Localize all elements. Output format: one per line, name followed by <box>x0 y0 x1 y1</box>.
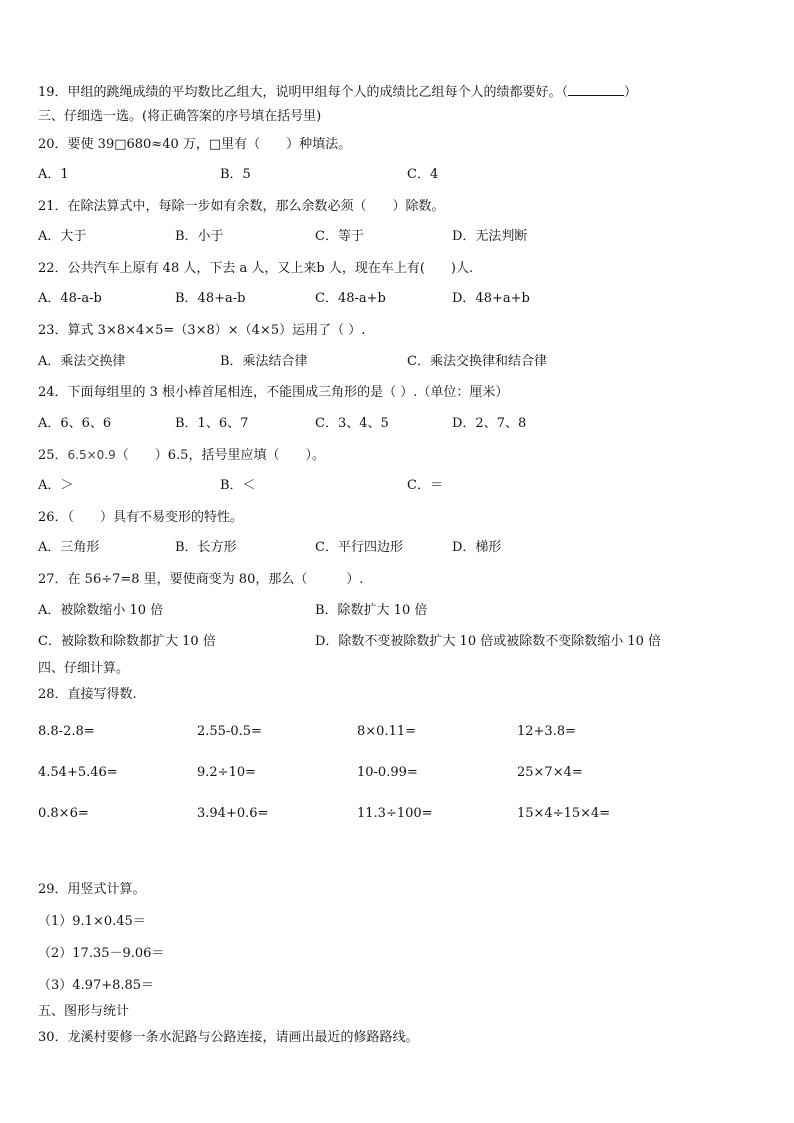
option-b[interactable]: B．1、6、7 <box>175 416 249 431</box>
question-25 <box>38 447 325 464</box>
question-19-text: 19．甲组的跳绳成绩的平均数比乙组大，说明甲组每个人的成绩比乙组每个人的绩都要好。（ <box>38 85 569 100</box>
option-c[interactable]: C．4 <box>407 167 439 182</box>
question-27-options-row-2 <box>38 634 758 650</box>
question-22-options <box>38 291 758 307</box>
question-28: 28．直接写得数. <box>38 687 137 702</box>
option-b[interactable]: B．＜ <box>220 478 256 493</box>
answer-blank[interactable] <box>568 84 624 96</box>
question-22: 22．公共汽车上原有 48 人，下去 a 人，又上来b 人，现在车上有( )人. <box>38 261 474 276</box>
question-19 <box>38 84 637 101</box>
option-a[interactable]: A．1 <box>38 167 69 182</box>
option-d[interactable]: D．2、7、8 <box>452 416 527 431</box>
calc-item: 2.55-0.5= <box>197 724 262 739</box>
option-d[interactable]: D．除数不变被除数扩大 10 倍或被除数不变除数缩小 10 倍 <box>315 634 662 649</box>
option-a[interactable]: A．48-a-b <box>38 291 102 306</box>
question-23-options <box>38 354 758 370</box>
question-26: 26．（ ）具有不易变形的特性。 <box>38 510 244 525</box>
question-24: 24．下面每组里的 3 根小棒首尾相连，不能围成三角形的是（ ）.（单位：厘米） <box>38 385 509 400</box>
calc-item: 12+3.8= <box>517 724 577 739</box>
option-a[interactable]: A．被除数缩小 10 倍 <box>38 603 164 618</box>
question-29-item-3: （3）4.97+8.85＝ <box>38 978 155 993</box>
option-b[interactable]: B．长方形 <box>175 540 237 555</box>
section-5-heading: 五、图形与统计 <box>38 1004 130 1019</box>
calc-item: 4.54+5.46= <box>38 765 118 780</box>
option-b[interactable]: B．5 <box>220 167 251 182</box>
option-c[interactable]: C．＝ <box>407 478 443 493</box>
question-25-number: 25． <box>38 448 68 463</box>
question-27-options-row-1 <box>38 603 758 619</box>
question-30: 30．龙溪村要修一条水泥路与公路连接，请画出最近的修路路线。 <box>38 1030 419 1045</box>
option-d[interactable]: D．梯形 <box>452 540 502 555</box>
question-24-options <box>38 416 758 432</box>
question-21-options <box>38 229 758 245</box>
option-a[interactable]: A．＞ <box>38 478 74 493</box>
question-26-options <box>38 540 758 556</box>
option-b[interactable]: B．48+a-b <box>175 291 246 306</box>
option-c[interactable]: C．平行四边形 <box>315 540 403 555</box>
question-21: 21．在除法算式中，每除一步如有余数，那么余数必须（ ）除数。 <box>38 199 445 214</box>
question-29-item-1: （1）9.1×0.45＝ <box>38 914 146 929</box>
option-a[interactable]: A．三角形 <box>38 540 100 555</box>
question-25-options <box>38 478 758 494</box>
calc-item: 8×0.11= <box>357 724 417 739</box>
question-20-options <box>38 167 758 183</box>
calc-item: 15×4÷15×4= <box>517 806 611 821</box>
calc-item: 11.3÷100= <box>357 806 433 821</box>
question-23: 23．算式 3×8×4×5=（3×8）×（4×5）运用了（ ）. <box>38 323 366 338</box>
option-a[interactable]: A．乘法交换律 <box>38 354 126 369</box>
question-27: 27．在 56÷7=8 里，要使商变为 80，那么（ ）. <box>38 572 364 587</box>
section-3-heading: 三、仔细选一选。(将正确答案的序号填在括号里) <box>38 109 322 124</box>
calc-item: 8.8-2.8= <box>38 724 95 739</box>
option-c[interactable]: C．等于 <box>315 229 364 244</box>
question-29: 29．用竖式计算。 <box>38 882 146 897</box>
question-29-item-2: （2）17.35－9.06＝ <box>38 946 165 961</box>
question-25-text: （ ）6.5，括号里应填（ ）。 <box>115 448 325 463</box>
question-19-close: ） <box>624 85 638 100</box>
option-d[interactable]: D．无法判断 <box>452 229 528 244</box>
option-a[interactable]: A．6、6、6 <box>38 416 112 431</box>
option-c[interactable]: C．被除数和除数都扩大 10 倍 <box>38 634 216 649</box>
option-c[interactable]: C．48-a+b <box>315 291 386 306</box>
calc-item: 0.8×6= <box>38 806 89 821</box>
option-c[interactable]: C．乘法交换律和结合律 <box>407 354 547 369</box>
option-b[interactable]: B．除数扩大 10 倍 <box>315 603 428 618</box>
calc-item: 25×7×4= <box>517 765 583 780</box>
option-c[interactable]: C．3、4、5 <box>315 416 389 431</box>
question-20: 20．要使 39□680≈40 万，□里有（ ）种填法。 <box>38 137 352 152</box>
question-25-expression: 6.5×0.9 <box>67 448 116 462</box>
section-4-heading: 四、仔细计算。 <box>38 661 130 676</box>
option-d[interactable]: D．48+a+b <box>452 291 530 306</box>
calc-item: 9.2÷10= <box>197 765 257 780</box>
calc-item: 10-0.99= <box>357 765 418 780</box>
option-a[interactable]: A．大于 <box>38 229 87 244</box>
calc-item: 3.94+0.6= <box>197 806 269 821</box>
option-b[interactable]: B．乘法结合律 <box>220 354 308 369</box>
option-b[interactable]: B．小于 <box>175 229 224 244</box>
